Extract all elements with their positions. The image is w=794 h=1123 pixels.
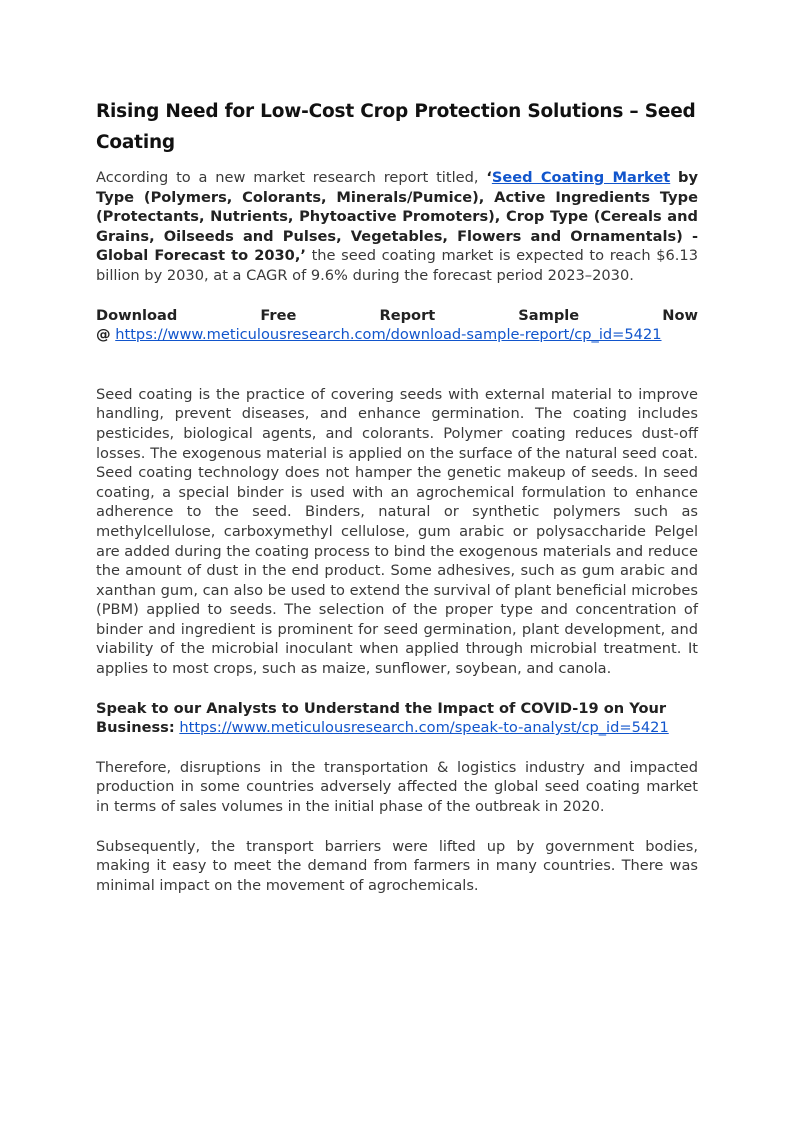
intro-quote-open: ‘ [486, 169, 492, 186]
seed-coating-market-link[interactable]: Seed Coating Market [491, 169, 671, 186]
download-at-sign: @ [96, 326, 111, 344]
download-word: Now [662, 306, 698, 324]
intro-paragraph [96, 168, 698, 286]
download-word: Sample [518, 306, 580, 324]
download-sample-link[interactable]: https://www.meticulousresearch.com/download-sample-report/cp_id=5421 [115, 326, 662, 344]
intro-report-title: by Type (Polymers, Colorants, Minerals/Pumice), Active Ingredients Type (Protectants, Nutrients, Phytoactive Promoters), Crop Type (Cereals and Grains, Oilseeds and Pulses, Vegetables, Flowers and Ornamentals) - Global Forecast to 2030,’ [96, 169, 698, 265]
page-title: Rising Need for Low-Cost Crop Protection Solutions – Seed Coating [96, 101, 696, 153]
transport-paragraph: Subsequently, the transport barriers were lifted up by government bodies, making it easy to meet the demand from farmers in many countries. There was minimal impact on the movement of agrochemicals. [96, 837, 698, 894]
analyst-paragraph [96, 699, 698, 738]
intro-tail: the seed coating market is expected to reach $6.13 billion by 2030, at a CAGR of 9.6% during the forecast period 2023–2030. [96, 247, 698, 284]
download-word: Free [260, 306, 297, 324]
download-word: Report [379, 306, 436, 324]
intro-lead: According to a new market research report titled, [96, 169, 479, 186]
download-label [96, 306, 698, 326]
download-word: Download [96, 306, 178, 324]
download-link-line [96, 325, 698, 345]
covid-impact-paragraph: Therefore, disruptions in the transportation & logistics industry and impacted production in some countries adversely affected the global seed coating market in terms of sales volumes in the initial phase of the outbreak in 2020. [96, 758, 698, 816]
analyst-label: Speak to our Analysts to Understand the Impact of COVID-19 on Your Business: [96, 699, 667, 737]
seed-coating-description: Seed coating is the practice of covering seeds with external material to improve handling, prevent diseases, and enhance germination. The coating includes pesticides, biological agents, and colorants. Polymer coating reduces dust-off losses. The exogenous material is applied on the surface of the natural seed coat. Seed coating technology does not hamper the genetic makeup of seeds. In seed coating, a special binder is used with an agrochemical formulation to enhance adherence to the seed. Binders, natural or synthetic polymers such as methylcellulose, carboxymethyl cellulose, gum arabic or polysaccharide Pelgel are added during the coating process to bind the exogenous materials and reduce the amount of dust in the end product. Some adhesives, such as gum arabic and xanthan gum, can also be used to extend the survival of plant beneficial microbes (PBM) applied to seeds. The selection of the proper type and concentration of binder and ingredient is prominent for seed germination, plant development, and viability of the microbial inoculant when applied through microbial treatment. It applies to most crops, such as maize, sunflower, soybean, and canola. [96, 385, 698, 678]
speak-to-analyst-link[interactable]: https://www.meticulousresearch.com/speak-to-analyst/cp_id=5421 [179, 719, 669, 737]
download-sample-block [96, 306, 698, 345]
document-page [96, 96, 698, 895]
